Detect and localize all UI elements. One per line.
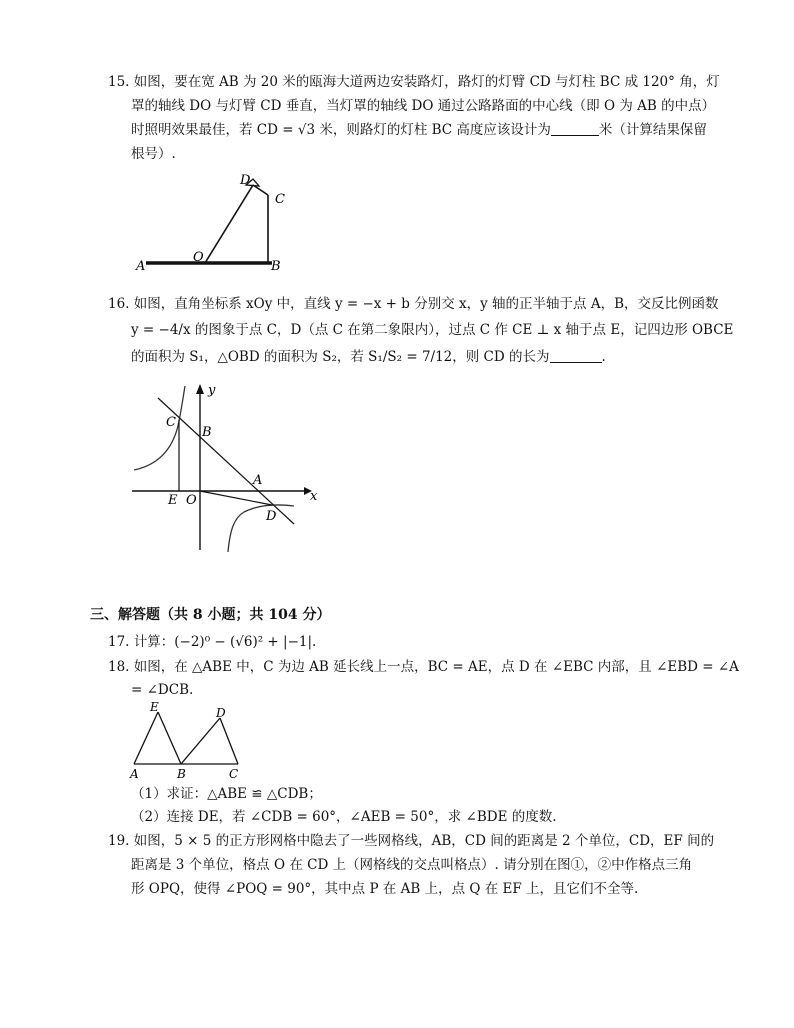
segment-eb: [158, 712, 181, 764]
y-axis-arrow: [196, 384, 204, 394]
q18-label-b: B: [177, 767, 186, 781]
q18-label-e: E: [150, 700, 159, 714]
segment-dc: [220, 718, 238, 764]
segment-bd: [181, 718, 220, 764]
q16-label-o: O: [186, 493, 197, 508]
q19-line-2: 距离是 3 个单位，格点 O 在 CD 上（网格线的交点叫格点）. 请分别在图①，②中作格点三角: [131, 857, 693, 873]
q16-label-y: y: [208, 383, 216, 398]
q15-label-d: D: [240, 173, 251, 188]
axis-do: [205, 185, 253, 263]
line-y-neg-x-b: [158, 398, 294, 524]
q16-line-1: 16. 如图，直角坐标系 xOy 中，直线 y = −x + b 分别交 x，y 轴的正半轴于点 A，B，交反比例函数: [108, 296, 719, 312]
q15-line-2: 罩的轴线 DO 与灯臂 CD 垂直，当灯罩的轴线 DO 通过公路路面的中心线（即 O 为 AB 的中点）: [131, 98, 716, 114]
q15-line-1: 15. 如图，要在宽 AB 为 20 米的瓯海大道两边安装路灯，路灯的灯臂 CD 与灯柱 BC 成 120° 角，灯: [108, 74, 720, 90]
q15-label-c: C: [275, 192, 285, 207]
q18-label-c: C: [229, 767, 239, 781]
q15-line-3-tail: 米（计算结果保留: [598, 122, 707, 138]
q15-line-3: [131, 120, 707, 140]
q15-figure: [130, 168, 300, 276]
q17-text: 17. 计算：(−2)⁰ − (√6)² + |−1|.: [108, 634, 317, 650]
q16-label-a: A: [253, 473, 263, 488]
q18-line-2: = ∠DCB.: [131, 682, 194, 698]
q16-label-d: D: [266, 509, 277, 524]
q15-label-o: O: [193, 250, 204, 265]
q16-line-3-text: 的面积为 S₁，△OBD 的面积为 S₂，若 S₁/S₂ = 7/12，则 CD 的长为: [131, 349, 550, 365]
q18-line-1: 18. 如图，在 △ABE 中，C 为边 AB 延长线上一点，BC = AE，点 D 在 ∠EBC 内部，且 ∠EBD = ∠A: [108, 659, 739, 675]
q19-line-1: 19. 如图，5 × 5 的正方形网格中隐去了一些网格线，AB，CD 间的距离是 2 个单位，CD，EF 间的: [108, 833, 715, 849]
q18-part-1: （1）求证：△ABE ≌ △CDB；: [131, 786, 322, 802]
q18-label-d: D: [216, 706, 226, 720]
q16-label-x: x: [310, 489, 318, 504]
arm-cd: [253, 185, 268, 195]
q15-label-b: B: [271, 259, 281, 274]
q18-part-2: （2）连接 DE，若 ∠CDB = 60°，∠AEB = 50°，求 ∠BDE 的度数.: [131, 809, 557, 825]
section-3-heading: 三、解答题（共 8 小题；共 104 分）: [90, 607, 331, 623]
q18-figure: [128, 700, 248, 782]
q18-label-a: A: [130, 767, 139, 781]
hyperbola-branch-4: [228, 505, 294, 552]
q16-figure: [128, 380, 324, 556]
q16-answer-blank: [550, 348, 602, 363]
q15-answer-blank: [551, 121, 599, 136]
q16-line-2: y = −4/x 的图象于点 C，D（点 C 在第二象限内），过点 C 作 CE ⊥ x 轴于点 E，记四边形 OBCE: [131, 322, 734, 338]
segment-ae: [134, 712, 158, 764]
q16-line-3-tail: .: [601, 349, 606, 365]
q15-line-3-text: 时照明效果最佳，若 CD = √3 米，则路灯的灯柱 BC 高度应该设计为: [131, 122, 551, 138]
q16-label-b: B: [202, 425, 212, 440]
q16-label-c: C: [166, 415, 176, 430]
q16-label-e: E: [168, 493, 178, 508]
q16-line-3: [131, 347, 606, 367]
q15-label-a: A: [136, 259, 146, 274]
q19-line-3: 形 OPQ，使得 ∠POQ = 90°，其中点 P 在 AB 上，点 Q 在 EF 上，且它们不全等.: [131, 881, 639, 897]
q15-line-4: 根号）.: [131, 146, 176, 162]
